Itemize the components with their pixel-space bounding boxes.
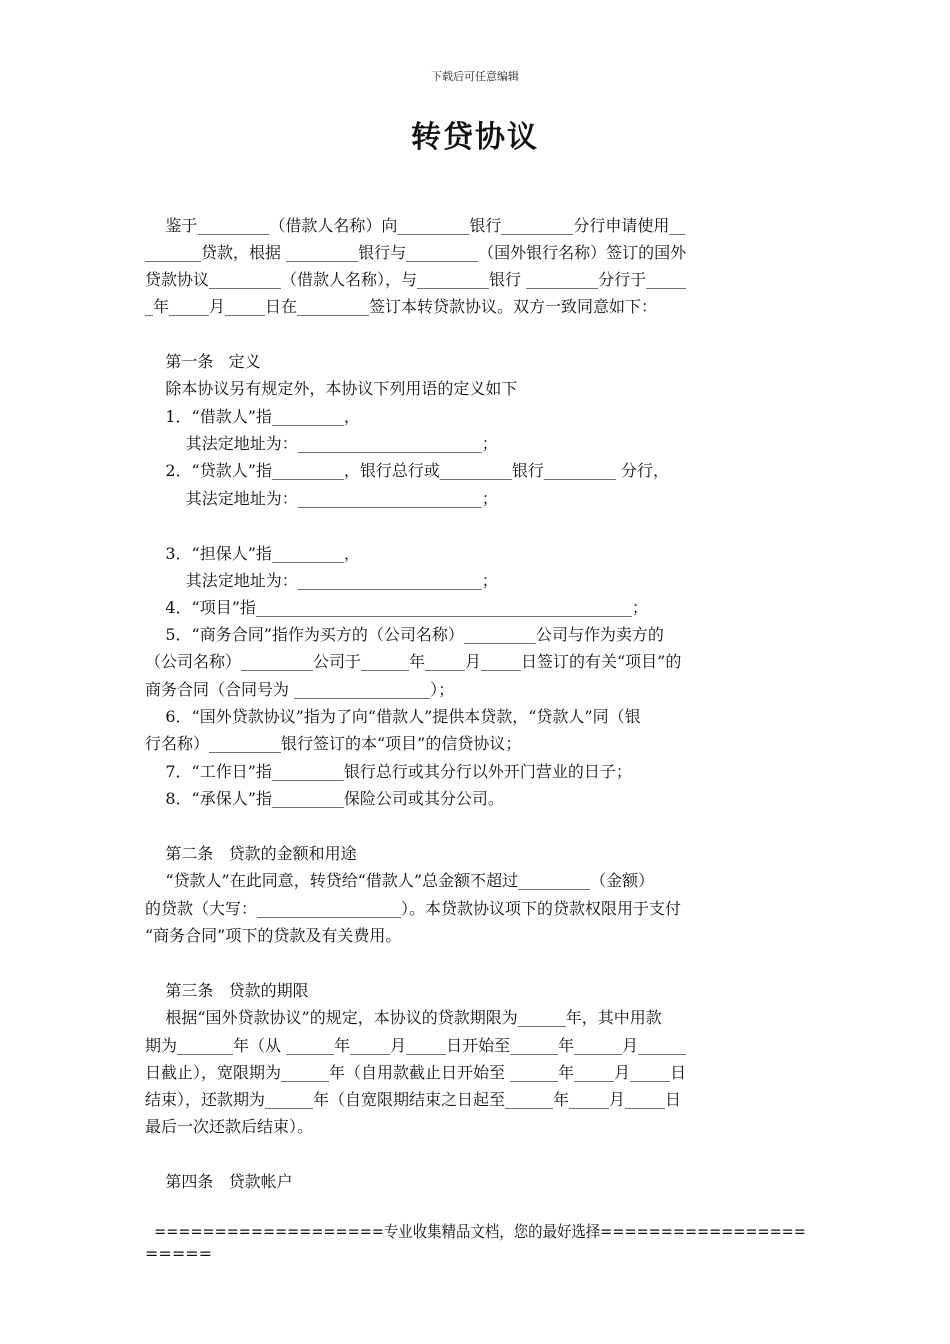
body-line: 最后一次还款后结束）。 <box>145 1117 314 1136</box>
body-line: 商务合同（合同号为 _________________）； <box>145 680 455 699</box>
body-line: 8．“承保人”指_________保险公司或其分公司。 <box>145 789 504 808</box>
body-line: 5．“商务合同”指作为买方的（公司名称）_________公司与作为卖方的 <box>145 625 664 644</box>
body-line: 贷款协议_________（借款人名称），与_________银行 _________分行于_____ <box>145 270 687 289</box>
section-heading: 第四条 贷款帐户 <box>145 1172 293 1191</box>
body-line: 其法定地址为：_______________________； <box>145 434 498 453</box>
body-line: 鉴于_________（借款人名称）向_________银行_________分行申请使用__ <box>145 216 686 235</box>
body-line: 根据“国外贷款协议”的规定，本协议的贷款期限为______年，其中用款 <box>145 1008 662 1027</box>
body-line: _______贷款，根据 _________银行与_________（国外银行名称）签订的国外 <box>145 243 687 262</box>
document-title: 转贷协议 <box>411 120 539 155</box>
body-line: 6．“国外贷款协议”指为了向“借款人”提供本贷款，“贷款人”同（银 <box>145 707 641 726</box>
body-line: 结束），还款期为______年（自宽限期结束之日起至______年_____月_____日 <box>145 1090 682 1109</box>
section-heading: 第三条 贷款的期限 <box>145 981 309 1000</box>
body-line: （公司名称）_________公司于______年_____月_____日签订的有关“项目”的 <box>145 652 682 671</box>
body-line: 其法定地址为：_______________________； <box>145 489 498 508</box>
body-line: 期为_______年（从 ______年_____月_____日开始至______年______月______ <box>145 1036 687 1055</box>
header-note: 下载后可任意编辑 <box>431 70 519 83</box>
body-line: 3．“担保人”指_________， <box>145 544 360 563</box>
body-line: 7．“工作日”指_________银行总行或其分行以外开门营业的日子； <box>145 762 632 781</box>
body-line: “商务合同”项下的贷款及有关费用。 <box>145 926 402 945</box>
section-heading: 第一条 定义 <box>145 352 261 371</box>
section-heading: 第二条 贷款的金额和用途 <box>145 844 357 863</box>
body-line: 除本协议另有规定外，本协议下列用语的定义如下 <box>145 379 518 398</box>
body-line: _年_____月_____日在_________签订本转贷款协议。双方一致同意如下： <box>145 297 658 316</box>
body-line: 日截止），宽限期为______年（自用款截止日开始至 ______年_____月_____日 <box>145 1063 687 1082</box>
body-line: 2．“贷款人”指_________，银行总行或_________银行_________ 分行， <box>145 461 669 480</box>
body-line: 1．“借款人”指_________， <box>145 407 360 426</box>
body-line: 4．“项目”指_______________________________________________； <box>145 598 648 617</box>
body-line: 的贷款（大写：__________________）。本贷款协议项下的贷款权限用于支付 <box>145 899 682 918</box>
footer-line: ===================专业收集精品文档，您的最好选择================= <box>145 1222 806 1241</box>
body-line: 行名称）_________银行签订的本“项目”的信贷协议； <box>145 734 522 753</box>
body-line: 其法定地址为：_______________________； <box>145 571 498 590</box>
body-line: “贷款人”在此同意，转贷给“借款人”总金额不超过_________（金额） <box>145 871 655 890</box>
footer-line: ===== <box>145 1244 213 1263</box>
